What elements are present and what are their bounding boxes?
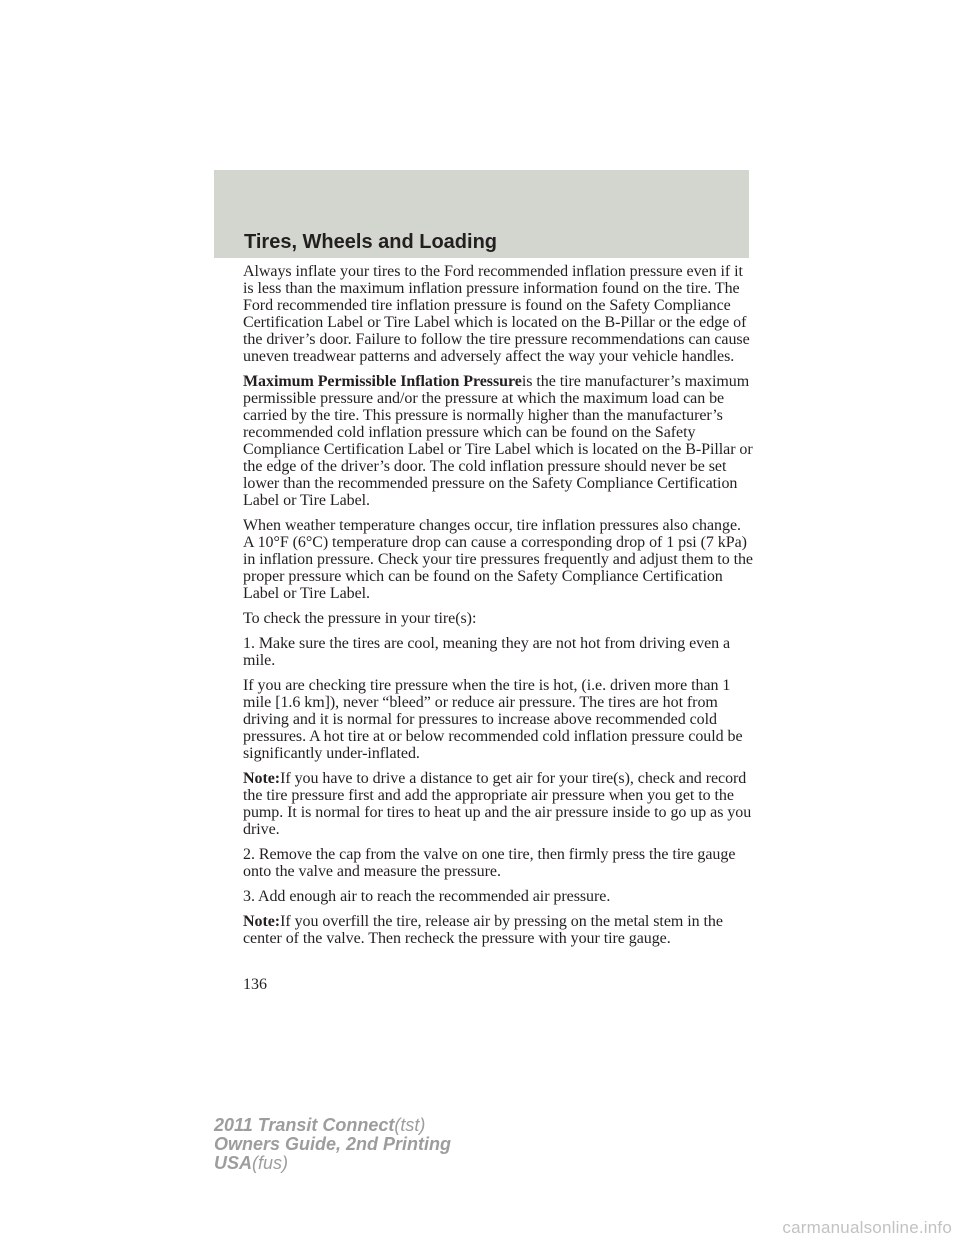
step-1: 1. Make sure the tires are cool, meaning they are not hot from driving even a mile. [243, 635, 731, 669]
step-3: 3. Add enough air to reach the recommended air pressure. [243, 888, 611, 905]
paragraph: If you are checking tire pressure when the tire is hot, (i.e. driven more than 1 mile [1.6 km]), never “bleed” or reduce air pressure. The tires are hot from driving and it is normal for pressures to increase above recommended cold pressures. A hot tire at or below recommended cold inflation pressure could be significantly under-inflated. [243, 677, 743, 762]
footer-line-model [214, 1116, 451, 1135]
page-body [243, 263, 753, 955]
watermark: carmanualsonline.info [782, 1218, 952, 1237]
note-label: Note: [243, 913, 281, 930]
footer-line-edition: Owners Guide, 2nd Printing [214, 1134, 452, 1154]
step-2: 2. Remove the cap from the valve on one tire, then firmly press the tire gauge onto the valve and measure the pressure. [243, 846, 736, 880]
section-header [214, 170, 749, 258]
paragraph: To check the pressure in your tire(s): [243, 610, 477, 627]
footer-market: USA [214, 1153, 253, 1173]
paragraph: Always inflate your tires to the Ford recommended inflation pressure even if it is less than the maximum inflation pressure information found on the tire. The Ford recommended tire inflation pressure is found on the Safety Compliance Certification Label or Tire Label which is located on the B-Pillar or the edge of the driver’s door. Failure to follow the tire pressure recommendations can cause uneven treadwear patterns and adversely affect the way your vehicle handles. [243, 263, 750, 365]
note-label: Note: [243, 770, 281, 787]
note-text: If you overfill the tire, release air by pressing on the metal stem in the center of the valve. Then recheck the pressure with your tire gauge. [243, 913, 723, 947]
paragraph: When weather temperature changes occur, tire inflation pressures also change. A 10°F (6°C) temperature drop can cause a corresponding drop of 1 psi (7 kPa) in inflation pressure. Check your tire pressures frequently and adjust them to the proper pressure which can be found on the Safety Compliance Certification Label or Tire Label. [243, 517, 753, 602]
term-heading: Maximum Permissible Inflation Pressure [243, 373, 522, 390]
note [243, 770, 753, 838]
footer-line-market [214, 1154, 451, 1173]
note [243, 913, 753, 947]
paragraph [243, 373, 753, 509]
document-footer [214, 1116, 451, 1173]
footer-model-code: (tst) [394, 1115, 426, 1135]
note-text: If you have to drive a distance to get air for your tire(s), check and record the tire pressure first and add the appropriate air pressure when you get to the pump. It is normal for tires to heat up and the air pressure inside to go up as you drive. [243, 770, 752, 838]
section-title: Tires, Wheels and Loading [244, 231, 498, 253]
footer-model: 2011 Transit Connect [214, 1115, 395, 1135]
paragraph-text: is the tire manufacturer’s maximum permissible pressure and/or the pressure at which the maximum load can be carried by the tire. This pressure is normally higher than the manufacturer’s recommended cold inflation pressure which can be found on the Safety Compliance Certification Label or Tire Label which is located on the B-Pillar or the edge of the driver’s door. The cold inflation pressure should never be set lower than the recommended pressure on the Safety Compliance Certification Label or Tire Label. [243, 373, 753, 509]
footer-market-code: (fus) [252, 1153, 289, 1173]
page-number: 136 [243, 976, 267, 993]
